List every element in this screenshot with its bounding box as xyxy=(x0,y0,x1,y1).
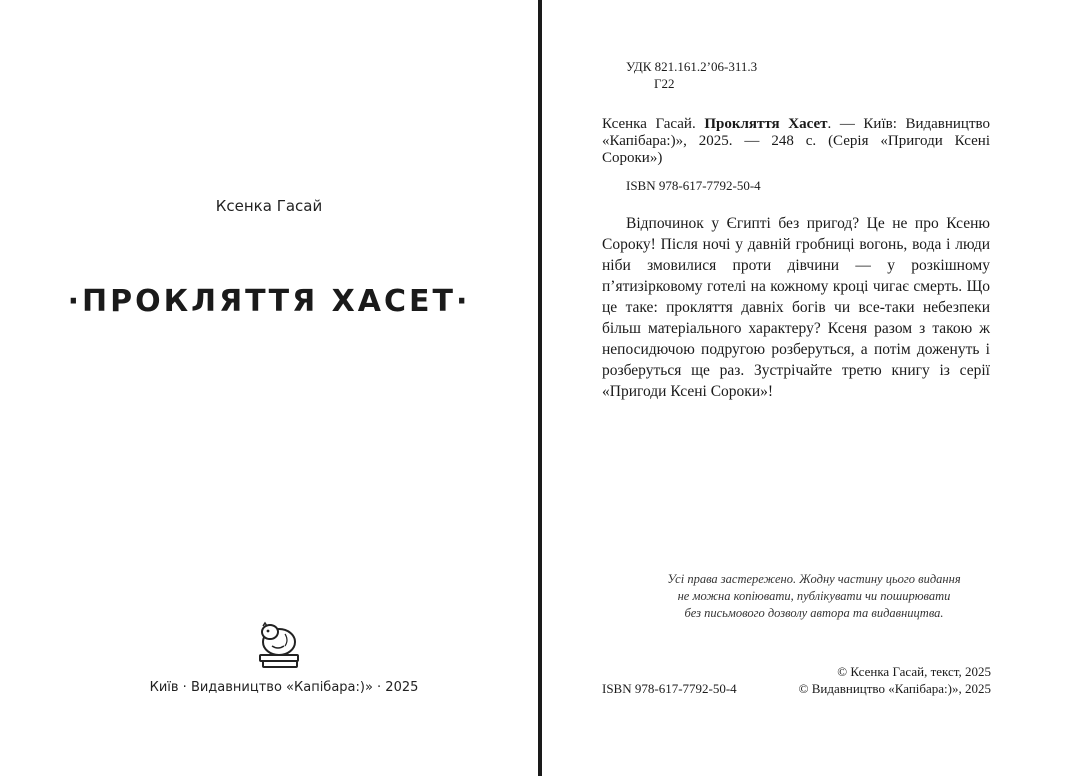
rights-line: без письмового дозволу автора та видавництва. xyxy=(684,606,944,620)
copyright-line: © Видавництво «Капібара:)», 2025 xyxy=(798,681,991,696)
rights-line: не можна копіювати, публікувати чи поширювати xyxy=(677,589,951,603)
right-page xyxy=(542,0,1081,776)
copyright-block xyxy=(799,663,991,697)
bibliographic-record xyxy=(602,116,990,167)
book-title-text: ПРОКЛЯТТЯ ХАСЕТ xyxy=(82,284,456,319)
isbn-top: ISBN 978-617-7792-50-4 xyxy=(626,178,761,193)
isbn-bottom: ISBN 978-617-7792-50-4 xyxy=(602,681,737,696)
imprint-line: Київ · Видавництво «Капібара:)» · 2025 xyxy=(149,680,419,695)
biblio-rest: . — Київ: Видавництво «Капібара:)», 2025. — 248 с. (Серія «Пригоди Ксені Сороки») xyxy=(602,116,990,166)
capybara-logo-icon xyxy=(250,620,308,672)
udk-code: УДК 821.161.2’06-311.3 xyxy=(626,59,758,74)
copyright-line: © Ксенка Гасай, текст, 2025 xyxy=(837,664,991,679)
biblio-author: Ксенка Гасай. xyxy=(602,116,696,132)
rights-notice xyxy=(602,571,1026,622)
rights-line: Усі права застережено. Жодну частину цього видання xyxy=(667,572,961,586)
annotation: Відпочинок у Єгипті без пригод? Це не про Ксеню Сороку! Після ночі у давній гробниці вогонь, вода і люди ніби змовилися проти дівчини — у розкішному п’ятизірковому готелі на кожному кроці чигає смерть. Що це таке: прокляття давніх богів чи все-таки небезпеки більш матеріального характеру? Ксеня разом з такою ж непосидючою подругою розберуться, а потім доженуть і розберуться ще раз. Зустрічайте третю книгу із серії «Пригоди Ксені Сороки»! xyxy=(602,215,990,400)
left-page xyxy=(0,0,538,776)
book-title xyxy=(0,284,538,319)
author-name: Ксенка Гасай xyxy=(215,197,323,215)
udk-block xyxy=(626,58,757,92)
title-dot-right: · xyxy=(455,284,471,319)
title-dot-left: · xyxy=(67,284,83,319)
biblio-title: Прокляття Хасет xyxy=(704,116,828,132)
g-code: Г22 xyxy=(654,76,675,91)
